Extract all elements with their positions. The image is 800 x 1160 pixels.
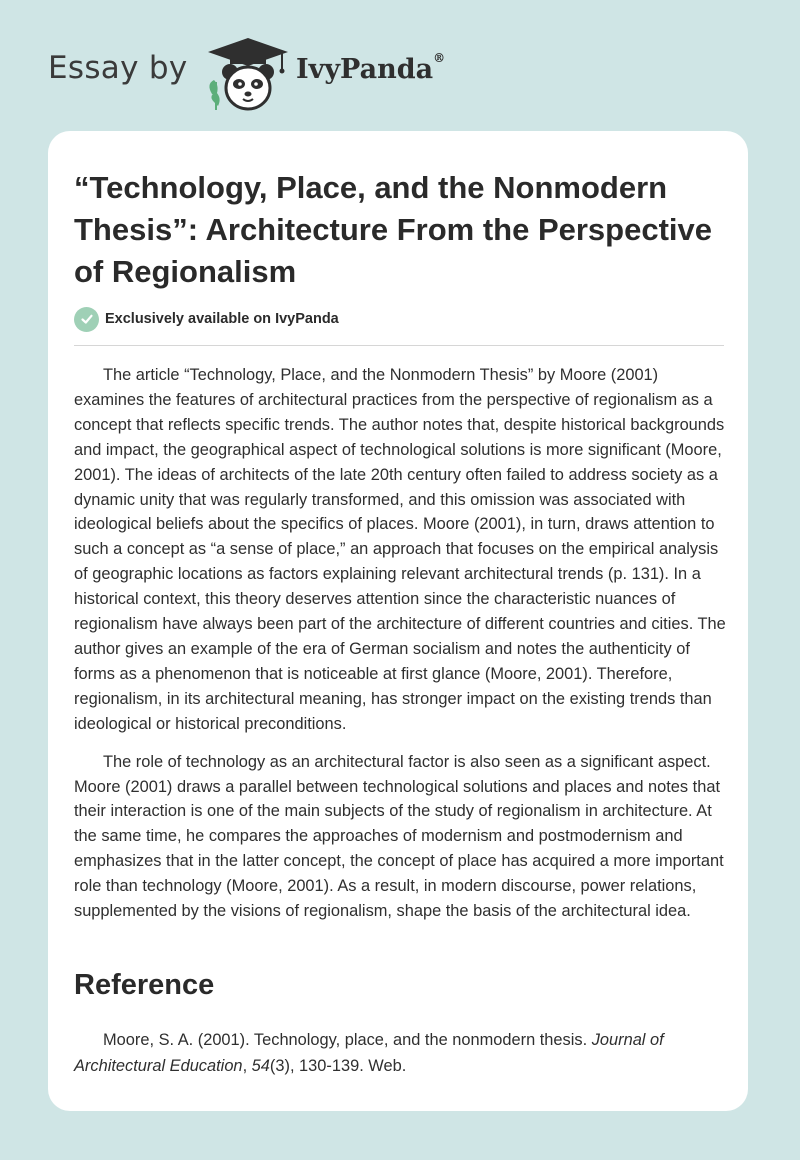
brand-text: IvyPanda <box>296 54 434 85</box>
reference-entry <box>74 1027 726 1079</box>
reference-sep: , <box>242 1057 252 1075</box>
paragraph-1: The article “Technology, Place, and the Nonmodern Thesis” by Moore (2001) examines the features of architectural practices from the perspective of regionalism as a concept that reflects specific trends. The author notes that, despite historical backgrounds and impact, the geographical aspect of technological solutions is more significant (Moore, 2001). The ideas of architects of the late 20th century often failed to address society as a dynamic unity that was regularly transformed, and this omission was associated with ideological beliefs about the specifics of places. Moore (2001), in turn, draws attention to such a concept as “a sense of place,” an approach that focuses on the empirical analysis of geographic locations as factors explaining relevant architectural trends (p. 131). In a historical context, this theory deserves attention since the characteristic nuances of regionalism have always been part of the architecture of different countries and cities. The author gives an example of the era of German socialism and notes the authenticity of forms as a phenomenon that is noticeable at first glance (Moore, 2001). Therefore, regionalism, in its architectural meaning, has stronger impact on the existing trends than ideological or historical preconditions. <box>74 366 726 733</box>
reference-prefix: Moore, S. A. (2001). Technology, place, and the nonmodern thesis. <box>103 1031 592 1049</box>
essay-by-label: Essay by <box>48 50 188 86</box>
divider <box>74 345 724 346</box>
reference-heading: Reference <box>74 969 215 1001</box>
essay-title: “Technology, Place, and the Nonmodern Thesis”: Architecture From the Perspective of Regionalism <box>74 170 712 289</box>
exclusive-badge <box>74 306 339 332</box>
reference-volume: 54 <box>251 1057 270 1075</box>
essay-body <box>74 363 726 937</box>
site-header <box>48 36 748 116</box>
check-icon <box>74 307 99 332</box>
exclusive-badge-label: Exclusively available on IvyPanda <box>105 311 339 327</box>
ivypanda-logo-icon[interactable] <box>202 36 294 114</box>
registered-mark: ® <box>433 51 446 65</box>
reference-suffix: (3), 130-139. Web. <box>269 1057 407 1075</box>
reference-journal: Journal of Architectural Education <box>74 1031 664 1075</box>
brand-name[interactable] <box>296 51 446 85</box>
paragraph-2: The role of technology as an architectural factor is also seen as a significant aspect. Moore (2001) draws a parallel between technological solutions and places and notes that their interaction is one of the main subjects of the study of regionalism in architecture. At the same time, he compares the approaches of modernism and postmodernism and emphasizes that in the latter concept, the concept of place has acquired a more important role than technology (Moore, 2001). As a result, in modern discourse, power relations, supplemented by the visions of regionalism, shape the basis of the architectural idea. <box>74 752 724 921</box>
essay-card <box>48 131 748 1111</box>
